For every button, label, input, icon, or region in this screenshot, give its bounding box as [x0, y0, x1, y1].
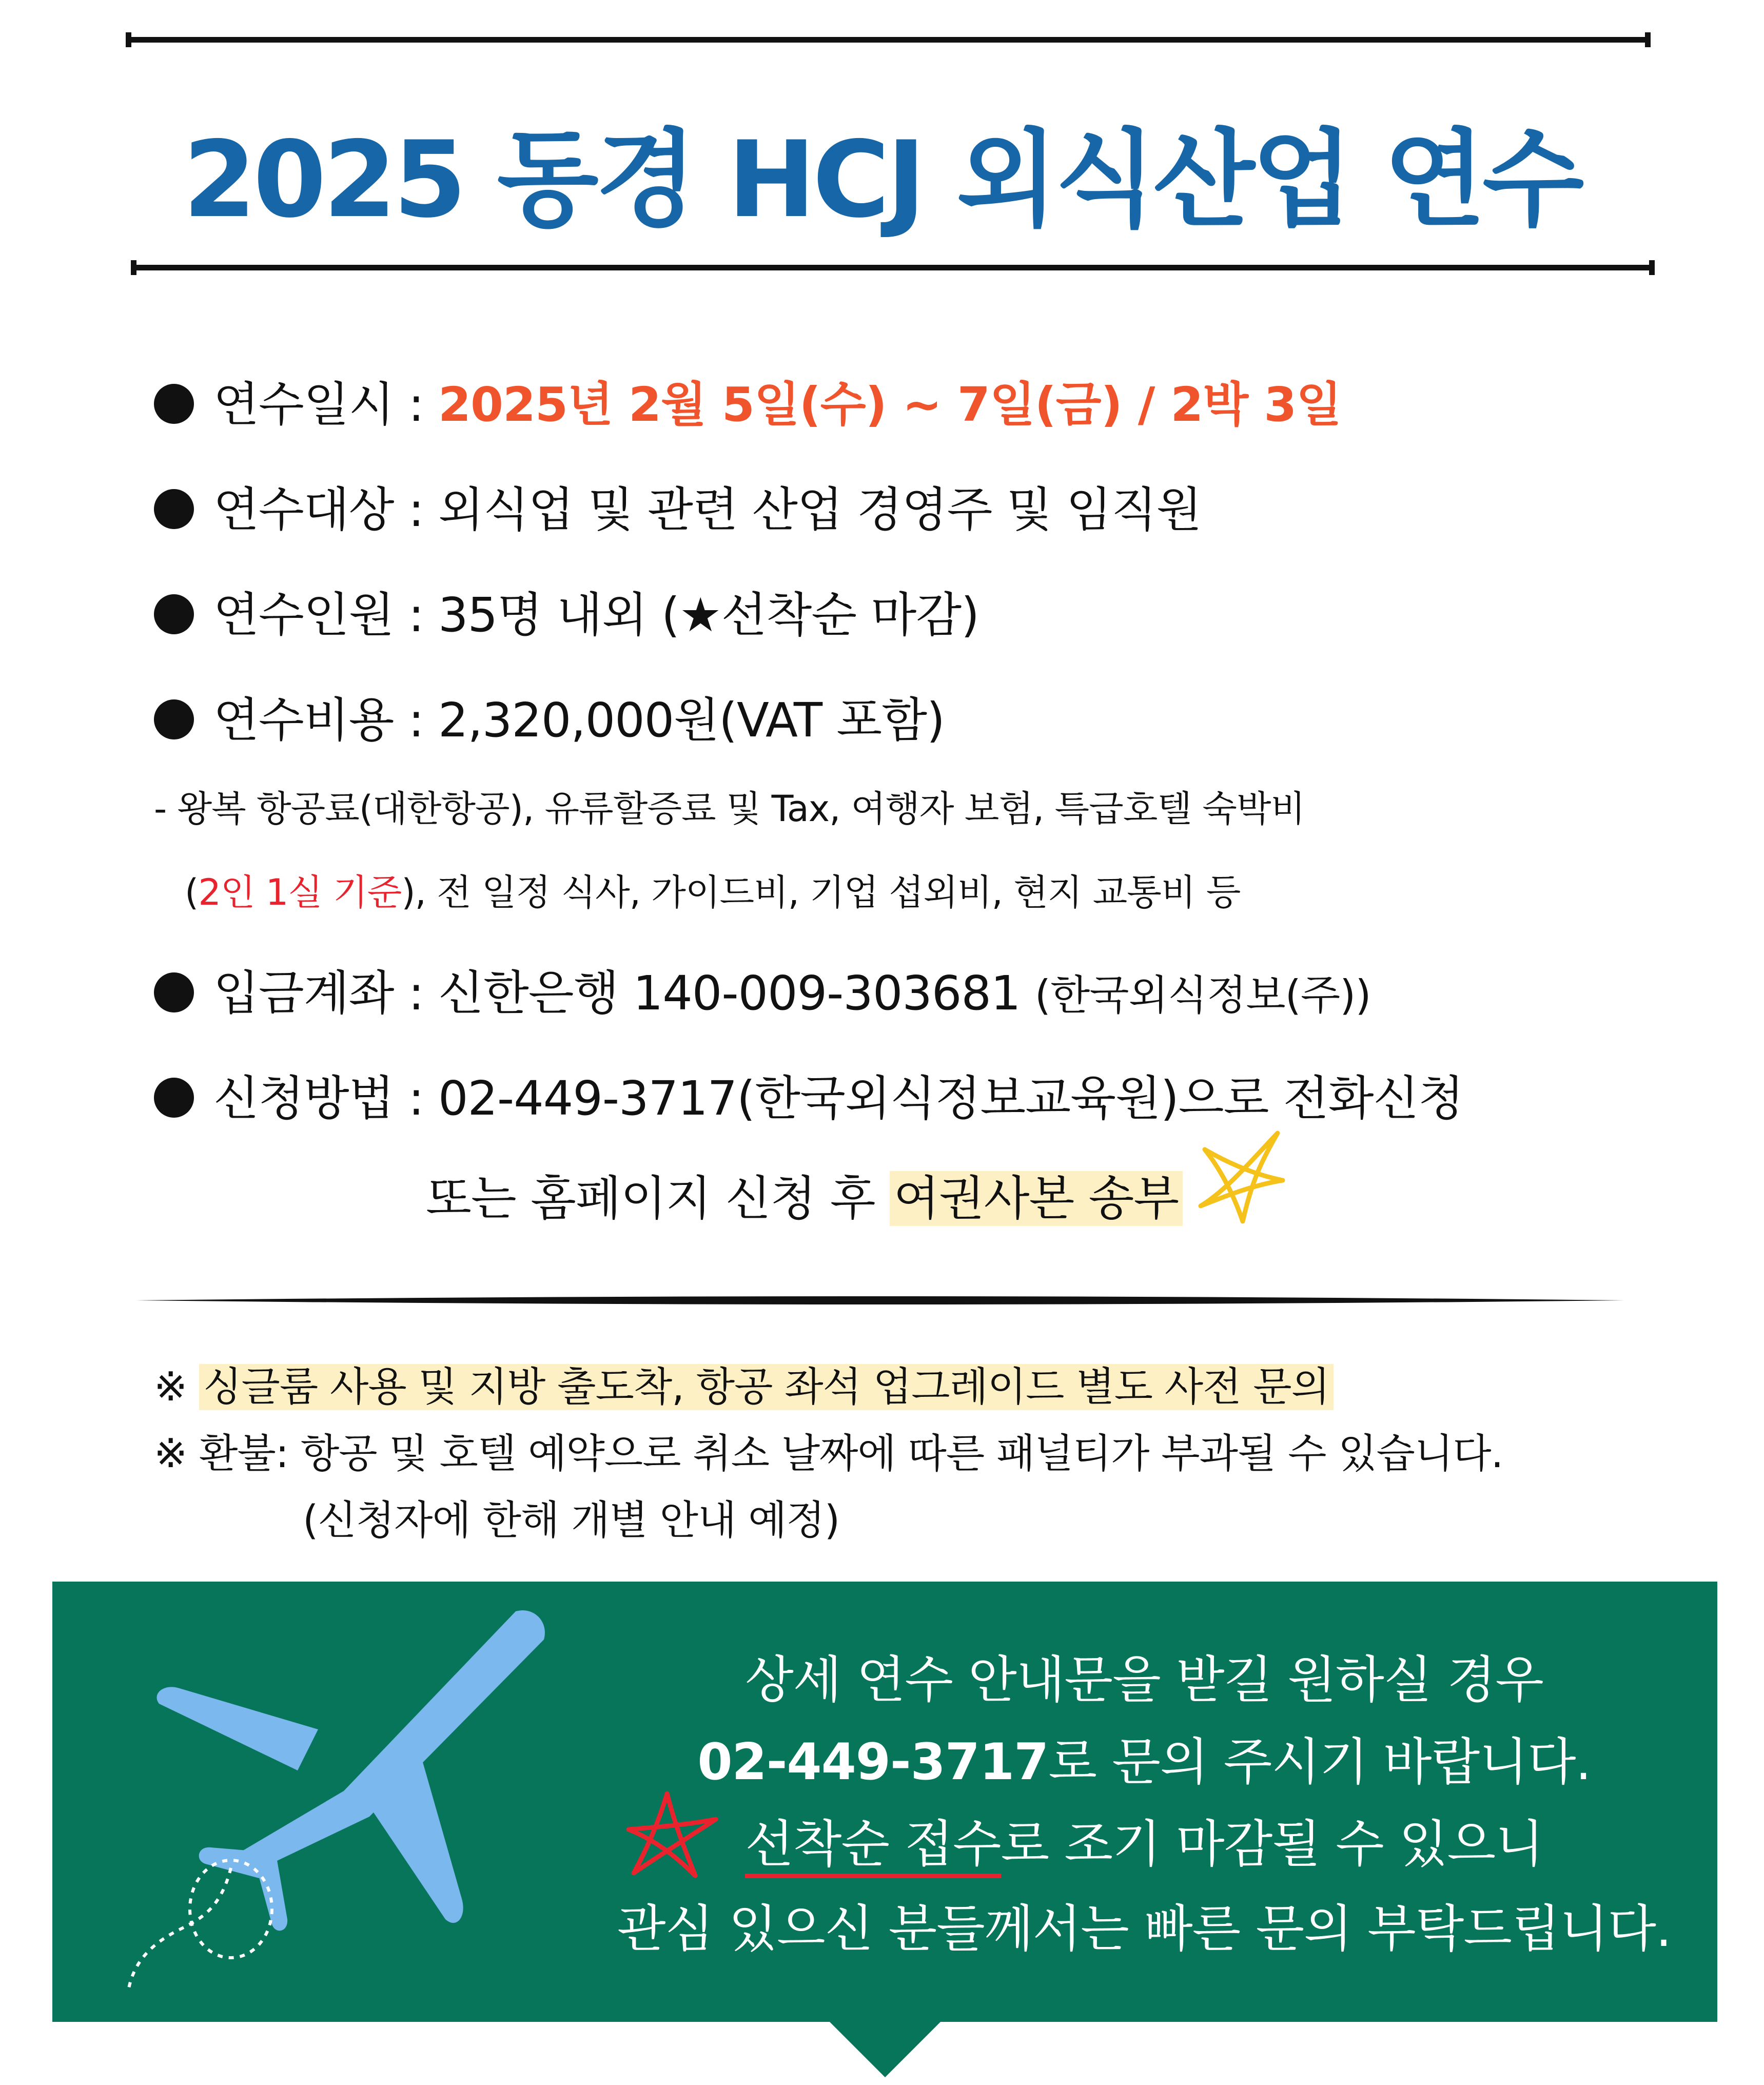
- account-value: 신한은행 140-009-303681: [438, 966, 1035, 1021]
- section-divider: [136, 1294, 1624, 1307]
- info-row-people: [154, 577, 979, 645]
- target-label: 연수대상 :: [213, 482, 438, 537]
- red-star-doodle-icon: [618, 1783, 721, 1886]
- passport-highlight: 여권사본 송부: [890, 1171, 1183, 1226]
- info-row-cost: [154, 683, 945, 750]
- bullet-icon: [154, 384, 194, 424]
- note-highlight: 싱글룸 사용 및 지방 출도착, 항공 좌석 업그레이드 별도 사전 문의: [199, 1364, 1334, 1410]
- bullet-icon: [154, 594, 194, 634]
- apply-value: 02-449-3717(한국외식정보교육원)으로 전화신청: [438, 1071, 1464, 1126]
- airplane-icon: [103, 1601, 554, 2001]
- cost-detail-line-1: - 왕복 항공료(대한항공), 유류할증료 및 Tax, 여행자 보험, 특급호텔 숙박비: [154, 788, 1305, 830]
- info-row-target: [154, 472, 1202, 540]
- note-line-2: ※ 환불: 항공 및 호텔 예약으로 취소 날짜에 따른 패널티가 부과될 수 있습니다.: [154, 1431, 1503, 1477]
- page-title: 2025 동경 HCJ 외식산업 연수: [183, 119, 1581, 241]
- people-label: 연수인원 :: [213, 588, 438, 642]
- apply-label: 신청방법 :: [213, 1071, 438, 1126]
- account-label: 입금계좌 :: [213, 966, 438, 1021]
- cost-label: 연수비용 :: [213, 693, 438, 748]
- banner-line-1: 상세 연수 안내문을 받길 원하실 경우: [745, 1651, 1543, 1709]
- bullet-icon: [154, 972, 194, 1012]
- banner-line-2: 02-449-3717로 문의 주시기 바랍니다.: [697, 1733, 1591, 1791]
- target-value: 외식업 및 관련 산업 경영주 및 임직원: [438, 482, 1202, 537]
- bullet-icon: [154, 1078, 194, 1118]
- info-row-apply: [154, 1061, 1463, 1128]
- account-holder: (한국외식정보(주)): [1034, 971, 1371, 1019]
- note-line-1: ※ 싱글룸 사용 및 지방 출도착, 항공 좌석 업그레이드 별도 사전 문의: [154, 1355, 1334, 1412]
- date-label: 연수일시 :: [213, 377, 438, 432]
- banner-pointer: [829, 2021, 942, 2077]
- title-bottom-rule: [131, 265, 1655, 270]
- date-value: 2025년 2월 5일(수) ~ 7일(금) / 2박 3일: [438, 377, 1342, 432]
- note-line-3: (신청자에 한해 개별 안내 예정): [303, 1497, 840, 1544]
- cost-detail-line-2: (2인 1실 기준), 전 일정 식사, 가이드비, 기업 섭외비, 현지 교통비 등: [185, 871, 1241, 913]
- cost-value: 2,320,000원(VAT 포함): [438, 693, 945, 748]
- star-doodle-icon: [1190, 1129, 1293, 1232]
- banner-line-3: 선착순 접수로 조기 마감될 수 있으니: [580, 1804, 1709, 1876]
- people-value: 35명 내외 (★선착순 마감): [438, 588, 979, 642]
- info-row-date: [154, 367, 1341, 435]
- bullet-icon: [154, 489, 194, 529]
- cost-detail-room-basis: 2인 1실 기준: [198, 871, 402, 913]
- banner-phone: 02-449-3717: [697, 1733, 1049, 1791]
- first-come-underlined: 선착순 접수: [745, 1815, 1001, 1878]
- banner-line-4: 관심 있으신 분들께서는 빠른 문의 부탁드립니다.: [617, 1900, 1672, 1958]
- apply-line-2: 또는 홈페이지 신청 후 여권사본 송부: [426, 1161, 1183, 1229]
- info-row-account: [154, 956, 1371, 1023]
- bullet-icon: [154, 699, 194, 739]
- title-top-rule: [126, 37, 1651, 43]
